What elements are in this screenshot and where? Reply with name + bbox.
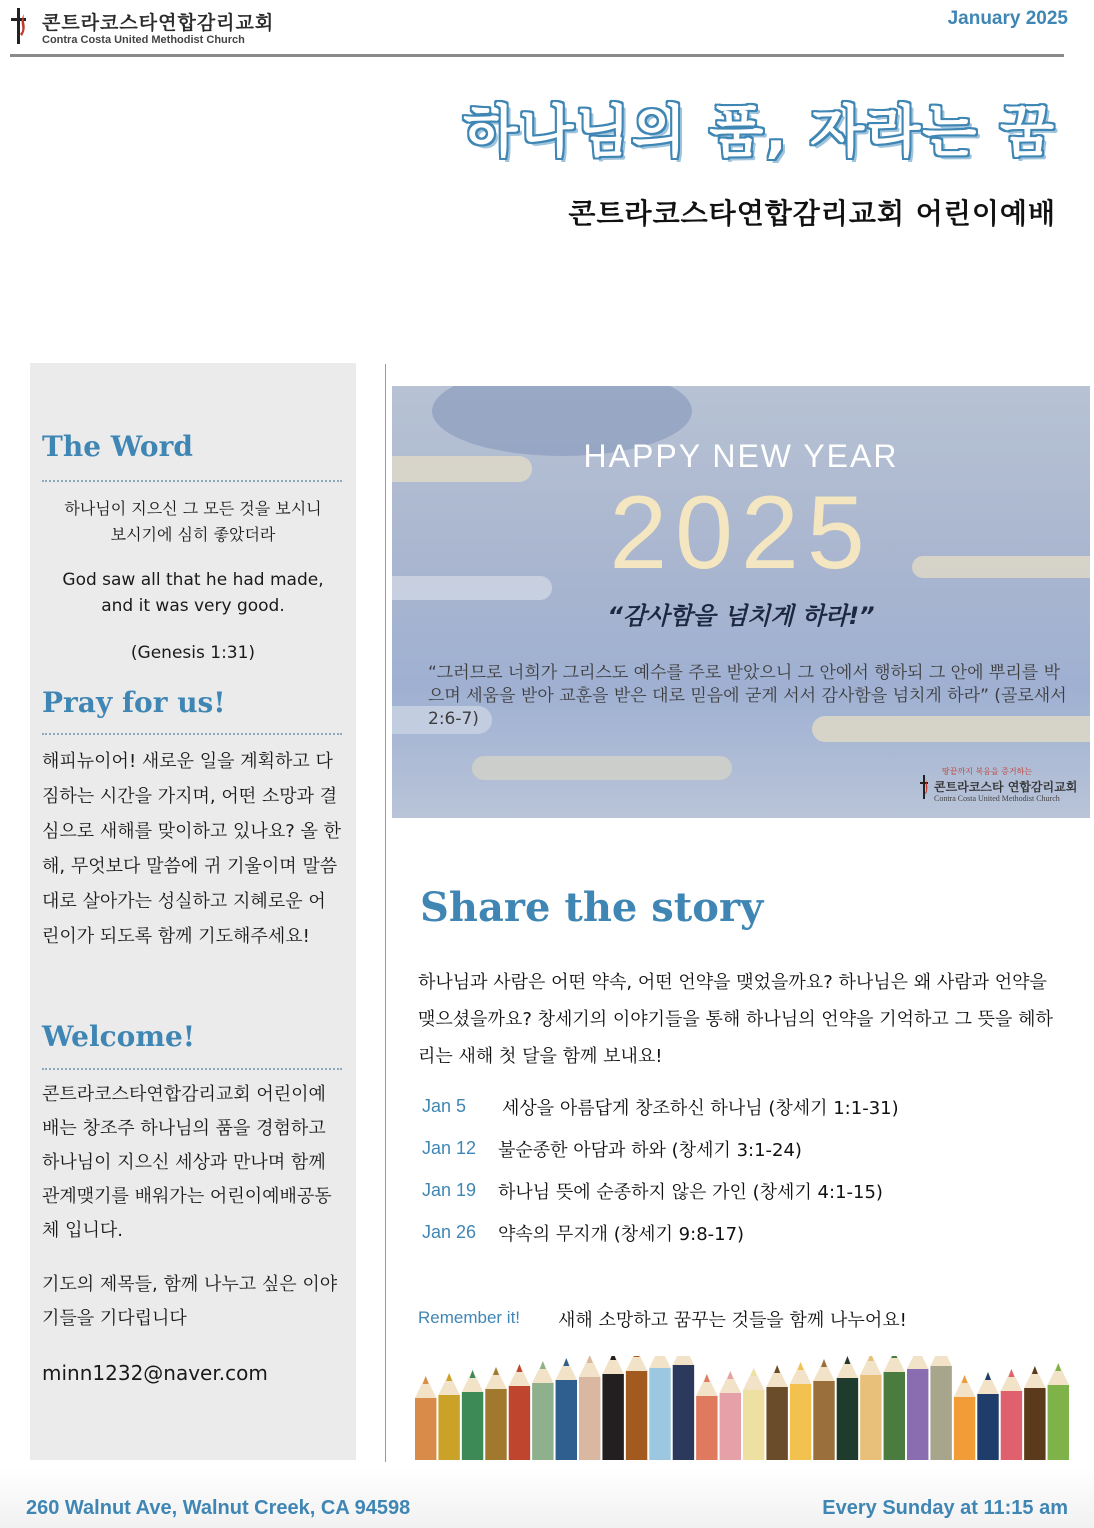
schedule-date: Jan 12 (422, 1138, 477, 1158)
happy-new-year-text: HAPPY NEW YEAR (583, 438, 899, 474)
church-address: 260 Walnut Ave, Walnut Creek, CA 94598 (26, 1497, 411, 1519)
pencil-body (907, 1369, 928, 1460)
pencil-tip (649, 1356, 670, 1368)
pencil-body (509, 1386, 530, 1460)
pray-heading: Pray for us! (42, 686, 226, 719)
decor-cloud-band (472, 756, 732, 780)
church-cross-flame-logo (10, 6, 28, 46)
pencil-body (930, 1366, 951, 1460)
pencil-lead (563, 1358, 569, 1366)
word-verse-english-line-2: and it was very good. (101, 596, 285, 616)
header-divider (10, 54, 1064, 57)
pencil-lead (985, 1372, 991, 1380)
colored-pencils-illustration (414, 1356, 1070, 1460)
remember-it-label: Remember it! (418, 1308, 521, 1327)
service-time: Every Sunday at 11:15 am (822, 1497, 1068, 1519)
schedule-text: 약속의 무지개 (창세기 9:8-17) (498, 1224, 745, 1245)
word-verse-english-line-1: God saw all that he had made, (62, 570, 324, 590)
pencil-body (696, 1396, 717, 1460)
word-verse-english (40, 567, 346, 619)
pencil-lead (962, 1375, 968, 1383)
schedule-date: Jan 5 (422, 1096, 467, 1116)
pencil-lead (493, 1367, 499, 1375)
pencil-body (673, 1365, 694, 1460)
church-cross-flame-logo (919, 774, 929, 800)
pencil-tip (884, 1356, 905, 1372)
pencil-lead (821, 1359, 827, 1367)
pencil-lead (470, 1370, 476, 1378)
pencil-body (1024, 1388, 1045, 1460)
pencil-lead (1055, 1363, 1061, 1371)
pencil-body (1001, 1391, 1022, 1460)
pencil-lead (704, 1374, 710, 1382)
pencil-body (884, 1372, 905, 1460)
pencil-lead (891, 1356, 897, 1358)
pencil-body (790, 1384, 811, 1460)
word-verse-korean-line-2: 보시기에 심히 좋았더라 (110, 525, 276, 544)
column-divider (385, 364, 386, 1462)
pencil-lead (1008, 1369, 1014, 1377)
pencil-tip (673, 1356, 694, 1365)
pencil-body (1048, 1385, 1069, 1460)
pencil-body (626, 1371, 647, 1460)
pencil-body (415, 1398, 436, 1460)
share-intro: 하나님과 사람은 어떤 약속, 어떤 언약을 맺었을까요? 하나님은 왜 사람과 언약을 맺으셨을까요? 창세기의 이야기들을 통해 하나님의 언약을 기억하고 그 뜻을 헤하리는 새해 첫 달을 함께 보내요! (418, 972, 1053, 1067)
pencil-tip (930, 1356, 951, 1366)
word-reference: (Genesis 1:31) (130, 643, 256, 663)
pencil-body (720, 1393, 741, 1460)
remember-it-text: 새해 소망하고 꿈꾸는 것들을 함께 나누어요! (558, 1310, 907, 1331)
pencil-body (602, 1374, 623, 1460)
banner-logo-english: Contra Costa United Methodist Church (934, 794, 1060, 803)
pencil-tip (626, 1356, 647, 1371)
word-verse-korean (40, 496, 346, 548)
newsletter-subtitle: 콘트라코스타연합감리교회 어린이예배 (568, 197, 1056, 230)
pencil-body (579, 1377, 600, 1460)
schedule-date: Jan 26 (422, 1222, 477, 1242)
church-name-korean: 콘트라코스타연합감리교회 (42, 12, 275, 34)
pencil-lead (540, 1361, 546, 1369)
pencil-body (485, 1389, 506, 1460)
church-name-english: Contra Costa United Methodist Church (42, 34, 245, 46)
banner-logo-tagline: 땅끝까지 복음을 증거하는 (942, 767, 1033, 776)
dotted-divider (42, 1068, 342, 1070)
welcome-body: 콘트라코스타연합감리교회 어린이예배는 창조주 하나님의 품을 경험하고 하나님이 지으신 세상과 만나며 함께 관계맺기를 배워가는 어린이예배공동체 입니다. (42, 1084, 332, 1241)
welcome-prayer-request: 기도의 제목들, 함께 나누고 싶은 이야기들을 기다립니다 (42, 1274, 338, 1329)
pencil-body (438, 1395, 459, 1460)
share-the-story-heading: Share the story (420, 884, 764, 931)
pencil-body (532, 1383, 553, 1460)
pencil-body (556, 1380, 577, 1460)
pencil-body (977, 1394, 998, 1460)
pencil-body (649, 1368, 670, 1460)
schedule-date: Jan 19 (422, 1180, 477, 1200)
pencil-body (766, 1387, 787, 1460)
year-text: 2025 (609, 475, 873, 591)
pencil-lead (844, 1356, 850, 1364)
pencil-tip (907, 1356, 928, 1369)
pencil-lead (1032, 1366, 1038, 1374)
pencil-lead (751, 1368, 757, 1376)
schedule-text: 불순종한 아담과 하와 (창세기 3:1-24) (498, 1140, 802, 1161)
pencil-body (813, 1381, 834, 1460)
pencil-body (837, 1378, 858, 1460)
pencil-lead (423, 1376, 429, 1384)
contact-email[interactable]: minn1232@naver.com (42, 1361, 268, 1385)
pencil-body (743, 1390, 764, 1460)
dotted-divider (42, 733, 342, 735)
pencil-lead (798, 1362, 804, 1370)
pencil-body (954, 1397, 975, 1460)
issue-date: January 2025 (947, 8, 1068, 29)
banner-logo-korean: 콘트라코스타 연합감리교회 (934, 780, 1078, 794)
welcome-heading: Welcome! (42, 1020, 196, 1053)
pencil-lead (446, 1373, 452, 1381)
new-year-banner-image (392, 386, 1090, 818)
pencil-body (860, 1375, 881, 1460)
pencil-lead (634, 1356, 640, 1357)
pencil-lead (727, 1371, 733, 1379)
schedule-text: 하나님 뜻에 순종하지 않은 가인 (창세기 4:1-15) (498, 1182, 883, 1203)
dotted-divider (42, 480, 342, 482)
banner-motto: “감사함을 넘치게 하라!” (607, 602, 875, 630)
pencil-body (462, 1392, 483, 1460)
schedule-text: 세상을 아름답게 창조하신 하나님 (창세기 1:1-31) (502, 1098, 899, 1119)
pencil-lead (516, 1364, 522, 1372)
newsletter-title: 하나님의 품, 자라는 꿈 (463, 100, 1056, 165)
word-verse-korean-line-1: 하나님이 지으신 그 모든 것을 보시니 (64, 499, 322, 518)
pencil-lead (774, 1365, 780, 1373)
the-word-heading: The Word (42, 430, 193, 463)
pray-body: 해피뉴이어! 새로운 일을 계획하고 다짐하는 시간을 가지며, 어떤 소망과 결심으로 새해를 맞이하고 있나요? 올 한해, 무엇보다 말씀에 귀 기울이며 말씀대로 살아가는 성실하고 지혜로운 어린이가 되도록 함께 기도해주세요! (42, 751, 341, 947)
banner-verse: “그러므로 너희가 그리스도 예수를 주로 받았으니 그 안에서 행하되 그 안에 뿌리를 박으며 세움을 받아 교훈을 받은 대로 믿음에 굳게 서서 감사함을 넘치게 하라” (골로새서 2:6-7) (428, 663, 1067, 729)
